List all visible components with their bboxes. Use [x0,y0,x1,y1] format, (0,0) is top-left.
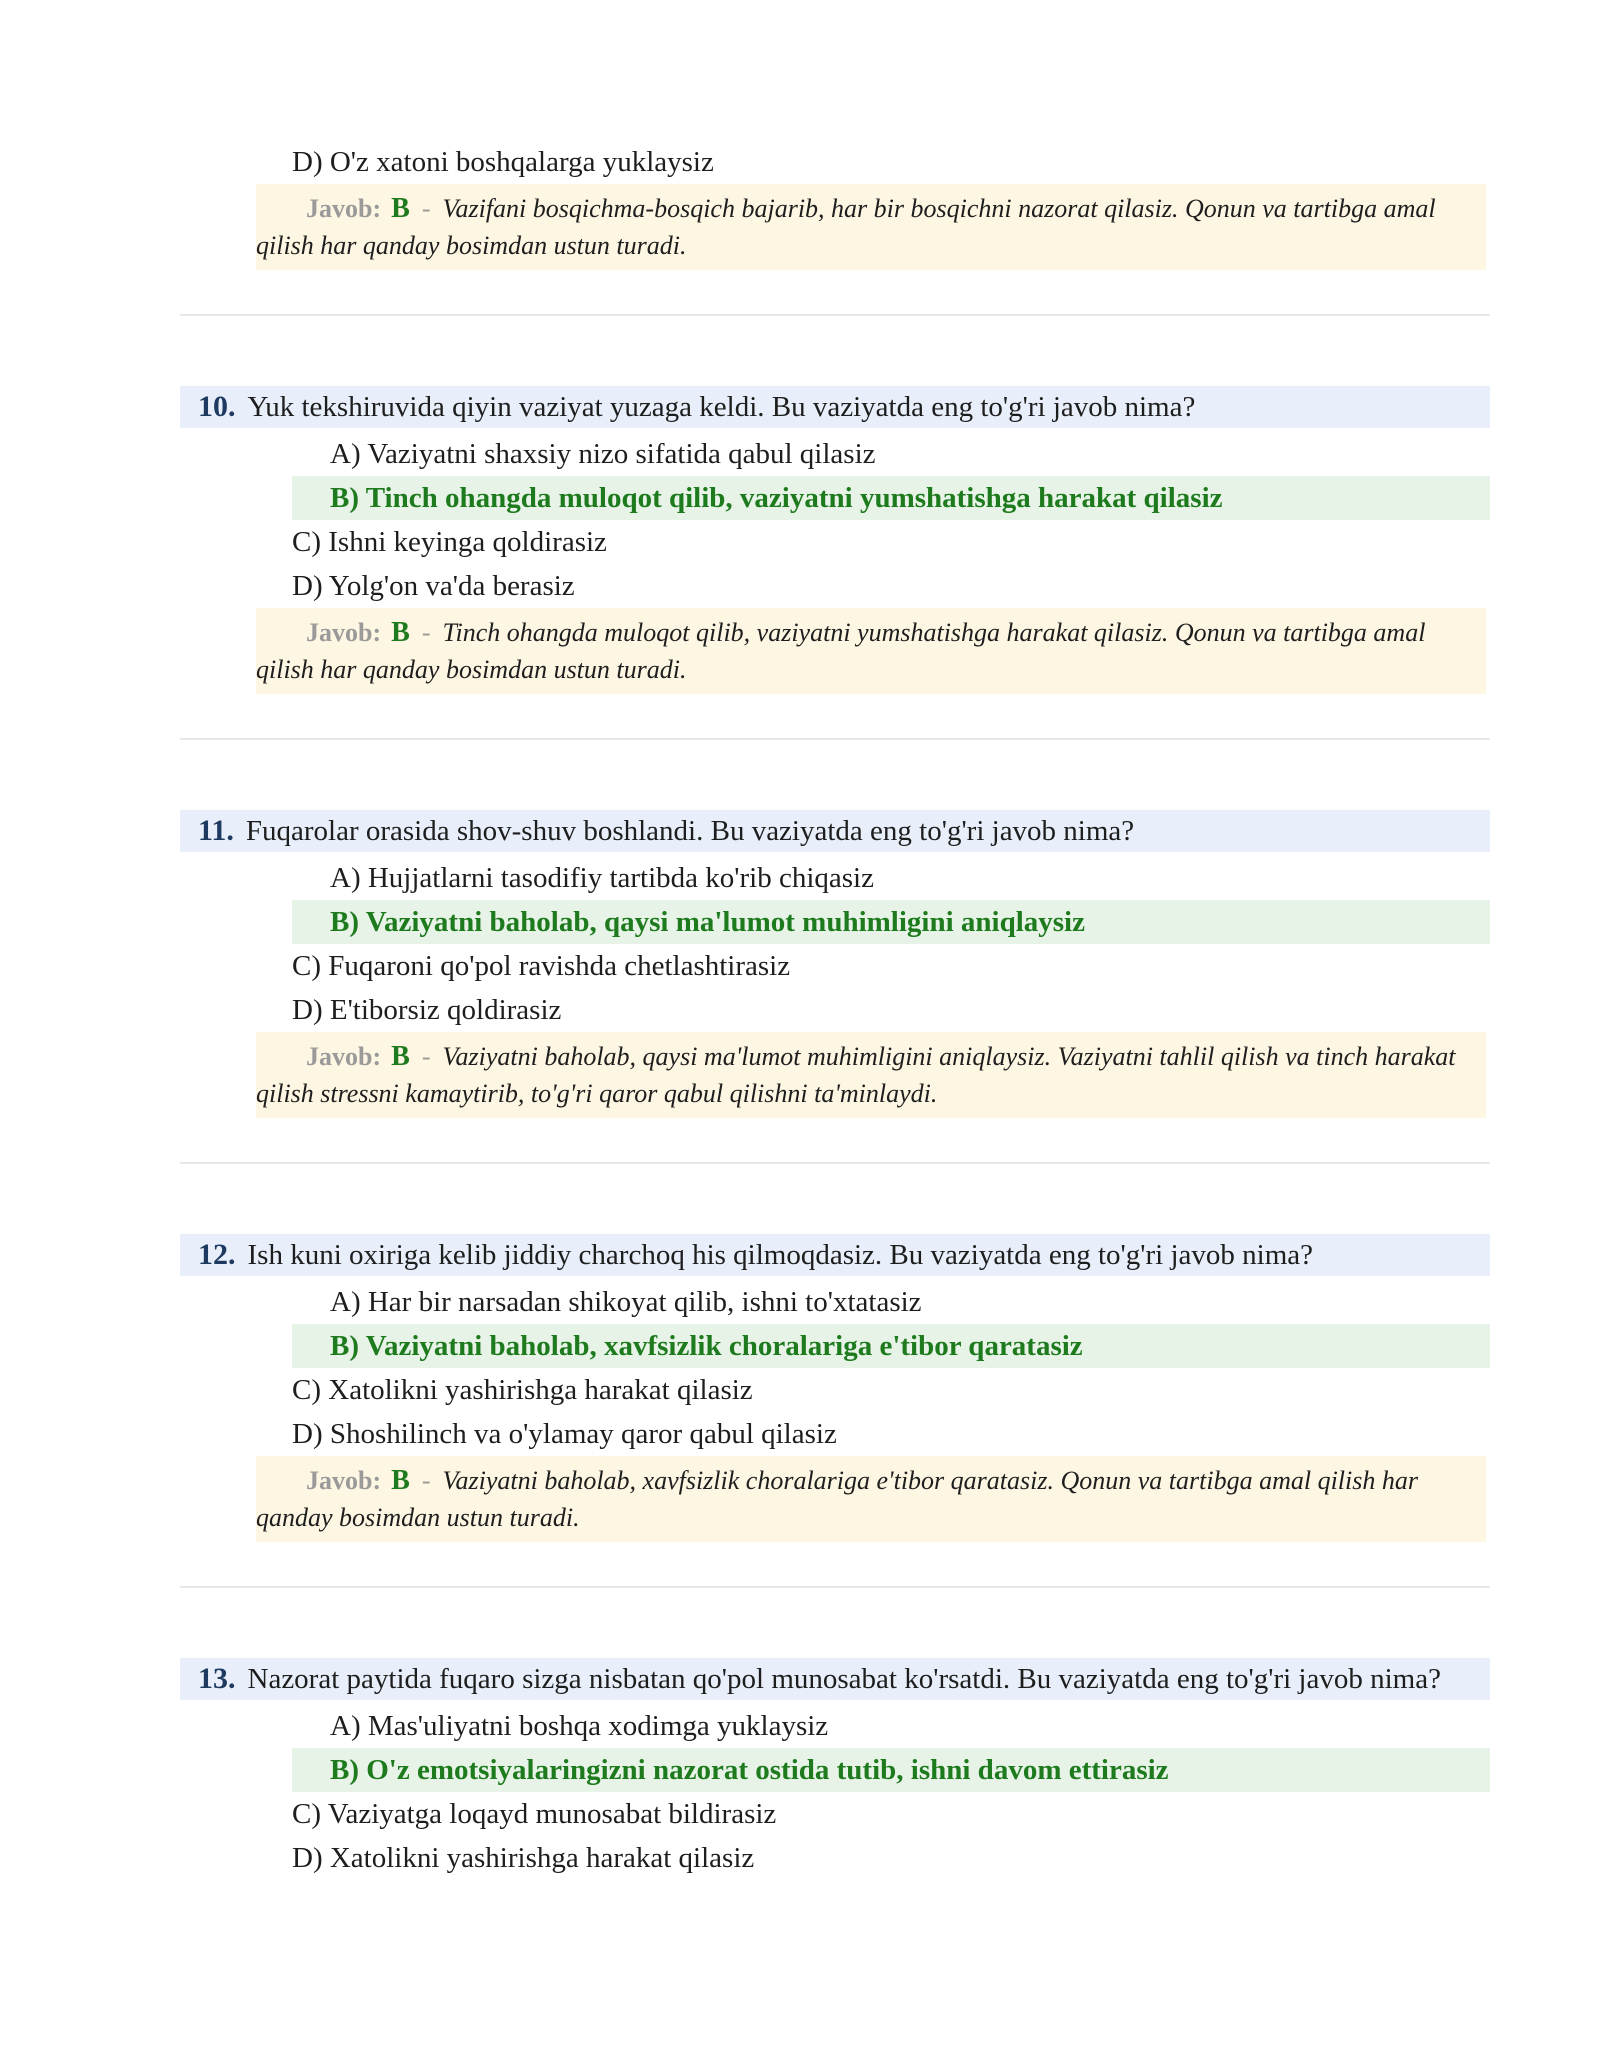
option-c: C) Xatolikni yashirishga harakat qilasiz [292,1374,753,1406]
answer-explanation: Vaziyatni baholab, xavfsizlik choralariga e'tibor qaratasiz. Qonun va tartibga amal qilish har qanday bosimdan ustun turadi. [256,1466,1418,1532]
answer-explanation: Vaziyatni baholab, qaysi ma'lumot muhimligini aniqlaysiz. Vaziyatni tahlil qilish va tinch harakat qilish stressni kamaytirib, to'g'ri qaror qabul qilishni ta'minlaydi. [256,1042,1456,1108]
answer-dash: - [421,194,431,223]
answer-letter: B [391,1041,410,1072]
question-heading [180,386,1490,428]
option-c: C) Fuqaroni qo'pol ravishda chetlashtirasiz [292,950,791,982]
question-heading [180,810,1490,852]
answer-letter: B [391,1465,410,1496]
option-a: A) Vaziyatni shaxsiy nizo sifatida qabul qilasiz [330,438,876,470]
answer-label: Javob: [306,618,382,647]
answer-explanation: Tinch ohangda muloqot qilib, vaziyatni yumshatishga harakat qilasiz. Qonun va tartibga amal qilish har qanday bosimdan ustun turadi. [256,618,1426,684]
question-text: Nazorat paytida fuqaro sizga nisbatan qo'pol munosabat ko'rsatdi. Bu vaziyatda eng to'g'ri javob nima? [247,1663,1441,1695]
question-12 [180,1234,1490,1588]
section-divider [180,738,1490,740]
answer-dash: - [421,1042,431,1071]
question-heading [180,1234,1490,1276]
section-divider [180,1162,1490,1164]
option-d: D) O'z xatoni boshqalarga yuklaysiz [292,146,714,178]
option-d: D) Yolg'on va'da berasiz [292,570,575,602]
question-heading [180,1658,1490,1700]
option-b-correct: B) O'z emotsiyalaringizni nazorat ostida tutib, ishni davom ettirasiz [292,1748,1490,1792]
option-c: C) Ishni keyinga qoldirasiz [292,526,607,558]
answer-dash: - [421,618,431,647]
question-text: Yuk tekshiruvida qiyin vaziyat yuzaga keldi. Bu vaziyatda eng to'g'ri javob nima? [247,391,1196,423]
option-c: C) Vaziyatga loqayd munosabat bildirasiz [292,1798,777,1830]
option-b-correct: B) Vaziyatni baholab, qaysi ma'lumot muhimligini aniqlaysiz [292,900,1490,944]
option-d: D) Xatolikni yashirishga harakat qilasiz [292,1842,755,1874]
option-b-correct: B) Vaziyatni baholab, xavfsizlik choralariga e'tibor qaratasiz [292,1324,1490,1368]
option-d: D) Shoshilinch va o'ylamay qaror qabul qilasiz [292,1418,837,1450]
question-number: 12. [198,1238,236,1271]
option-d: D) E'tiborsiz qoldirasiz [292,994,562,1026]
answer-dash: - [421,1466,431,1495]
answer-letter: B [391,193,410,224]
answer-box [256,184,1486,270]
question-10 [180,386,1490,740]
section-divider [180,1586,1490,1588]
question-text: Ish kuni oxiriga kelib jiddiy charchoq his qilmoqdasiz. Bu vaziyatda eng to'g'ri javob nima? [247,1239,1313,1271]
question-11 [180,810,1490,1164]
option-a: A) Mas'uliyatni boshqa xodimga yuklaysiz [330,1710,829,1742]
option-b-correct: B) Tinch ohangda muloqot qilib, vaziyatni yumshatishga harakat qilasiz [292,476,1490,520]
question-text: Fuqarolar orasida shov-shuv boshlandi. Bu vaziyatda eng to'g'ri javob nima? [245,815,1135,847]
answer-label: Javob: [306,1466,382,1495]
option-a: A) Har bir narsadan shikoyat qilib, ishni to'xtatasiz [330,1286,922,1318]
answer-label: Javob: [306,1042,382,1071]
document-page [180,140,1490,1880]
previous-question-tail [180,140,1490,316]
question-number: 10. [198,390,236,423]
answer-explanation: Vazifani bosqichma-bosqich bajarib, har bir bosqichni nazorat qilasiz. Qonun va tartibga amal qilish har qanday bosimdan ustun turadi. [256,194,1436,260]
option-a: A) Hujjatlarni tasodifiy tartibda ko'rib chiqasiz [330,862,874,894]
answer-box [256,1032,1486,1118]
section-divider [180,314,1490,316]
answer-box [256,1456,1486,1542]
answer-label: Javob: [306,194,382,223]
question-number: 11. [198,814,234,847]
question-13 [180,1658,1490,1880]
answer-letter: B [391,617,410,648]
answer-box [256,608,1486,694]
question-number: 13. [198,1662,236,1695]
